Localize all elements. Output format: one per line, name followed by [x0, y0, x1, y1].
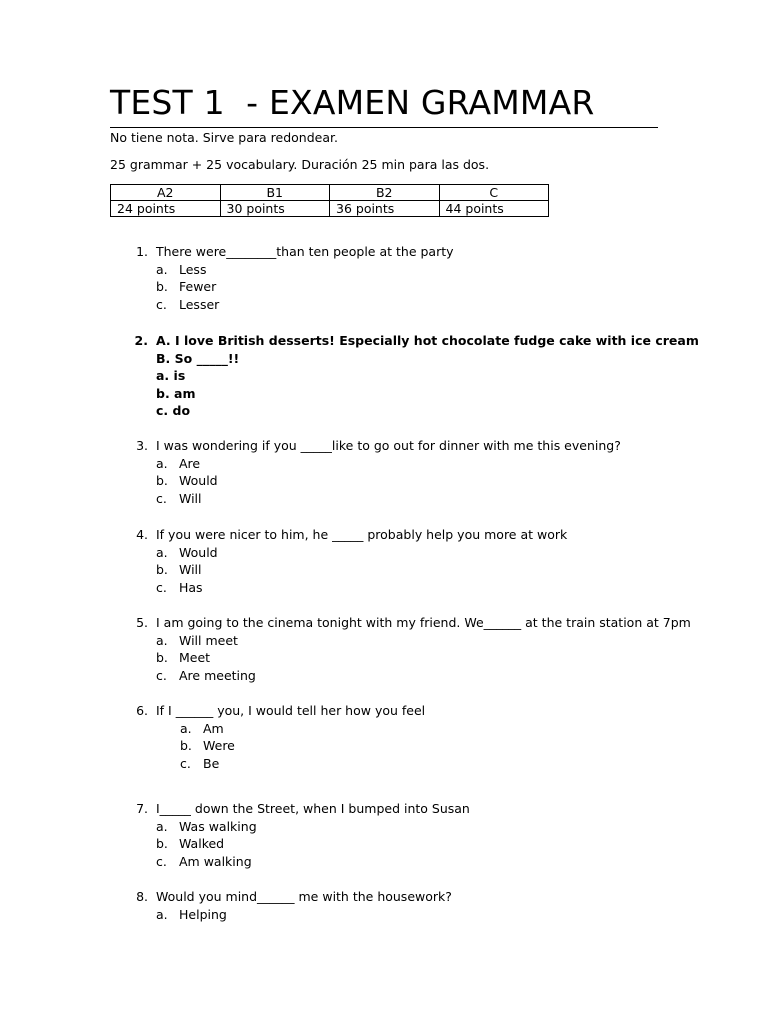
option-letter: b.: [156, 279, 168, 294]
option-letter: b.: [156, 473, 168, 488]
question-number: 4.: [136, 527, 148, 542]
option-list: [156, 350, 239, 420]
option-letter: b.: [180, 738, 192, 753]
option-text: Helping: [179, 906, 227, 922]
option-letter: a.: [180, 720, 192, 736]
option-text: Were: [203, 738, 235, 753]
question-stem: If you were nicer to him, he _____ probably help you more at work: [156, 527, 568, 542]
question-number: 6.: [136, 703, 148, 718]
level-points: 24 points: [111, 201, 221, 217]
question-number: 3.: [136, 438, 148, 453]
option-b: b. am: [156, 385, 196, 401]
option-letter: c.: [156, 296, 167, 312]
option-text: Am walking: [179, 853, 252, 869]
note-grading: No tiene nota. Sirve para redondear.: [110, 130, 338, 145]
option-text: Will meet: [179, 632, 238, 648]
option-text: Fewer: [179, 279, 217, 294]
question-stem: Would you mind______ me with the housework?: [156, 889, 452, 904]
option-letter: a.: [156, 261, 168, 277]
option-text: Meet: [179, 650, 211, 665]
question-stem: I was wondering if you _____like to go out for dinner with me this evening?: [156, 438, 621, 453]
question-number: 8.: [136, 889, 148, 904]
option-text: Would: [179, 544, 218, 560]
option-letter: b.: [156, 562, 168, 577]
option-text: Will: [179, 490, 202, 506]
option-c: c. do: [156, 403, 191, 418]
option-letter: c.: [156, 490, 167, 506]
level-points: 30 points: [220, 201, 330, 217]
option-letter: c.: [180, 755, 191, 771]
option-text: Are meeting: [179, 667, 256, 683]
question-number: 5.: [136, 615, 148, 630]
document-title: TEST 1 - EXAMEN GRAMMAR: [110, 82, 658, 128]
option-letter: a.: [156, 632, 168, 648]
option-letter: c.: [156, 579, 167, 595]
option-text: Be: [203, 755, 220, 771]
option-text: Was walking: [179, 818, 257, 834]
option-text: Am: [203, 720, 224, 736]
option-a: a. is: [156, 368, 186, 383]
option-text: Would: [179, 473, 218, 488]
dialogue-line: B. So _____!!: [156, 350, 240, 366]
option-letter: a.: [156, 906, 168, 922]
option-text: Has: [179, 579, 203, 595]
question-stem: A. I love British desserts! Especially hot chocolate fudge cake with ice cream: [156, 333, 699, 348]
level-points: 36 points: [330, 201, 440, 217]
level-header: B2: [330, 185, 440, 201]
question-number: 7.: [136, 801, 148, 816]
option-letter: b.: [156, 650, 168, 665]
levels-table: [110, 184, 549, 217]
levels-header-row: [111, 185, 549, 201]
question-stem: I am going to the cinema tonight with my friend. We______ at the train station at 7pm: [156, 615, 691, 630]
question-stem: I_____ down the Street, when I bumped into Susan: [156, 801, 470, 816]
question-stem: If I ______ you, I would tell her how you feel: [156, 703, 426, 718]
level-header: B1: [220, 185, 330, 201]
option-letter: c.: [156, 667, 167, 683]
option-text: Are: [179, 455, 201, 471]
question-stem: There were________than ten people at the party: [156, 244, 454, 259]
option-text: Less: [179, 261, 207, 277]
note-duration: 25 grammar + 25 vocabulary. Duración 25 min para las dos.: [110, 157, 490, 172]
option-letter: c.: [156, 853, 167, 869]
option-letter: b.: [156, 836, 168, 851]
level-header: C: [439, 185, 549, 201]
level-header: A2: [111, 185, 221, 201]
option-letter: a.: [156, 544, 168, 560]
option-text: Will: [179, 562, 202, 577]
question-number: 1.: [136, 244, 148, 259]
document-page: [110, 82, 658, 217]
level-points: 44 points: [439, 201, 549, 217]
levels-points-row: [111, 201, 549, 217]
option-letter: a.: [156, 818, 168, 834]
option-letter: a.: [156, 455, 168, 471]
option-text: Walked: [179, 836, 225, 851]
question-number: 2.: [134, 333, 148, 348]
option-text: Lesser: [179, 296, 220, 312]
